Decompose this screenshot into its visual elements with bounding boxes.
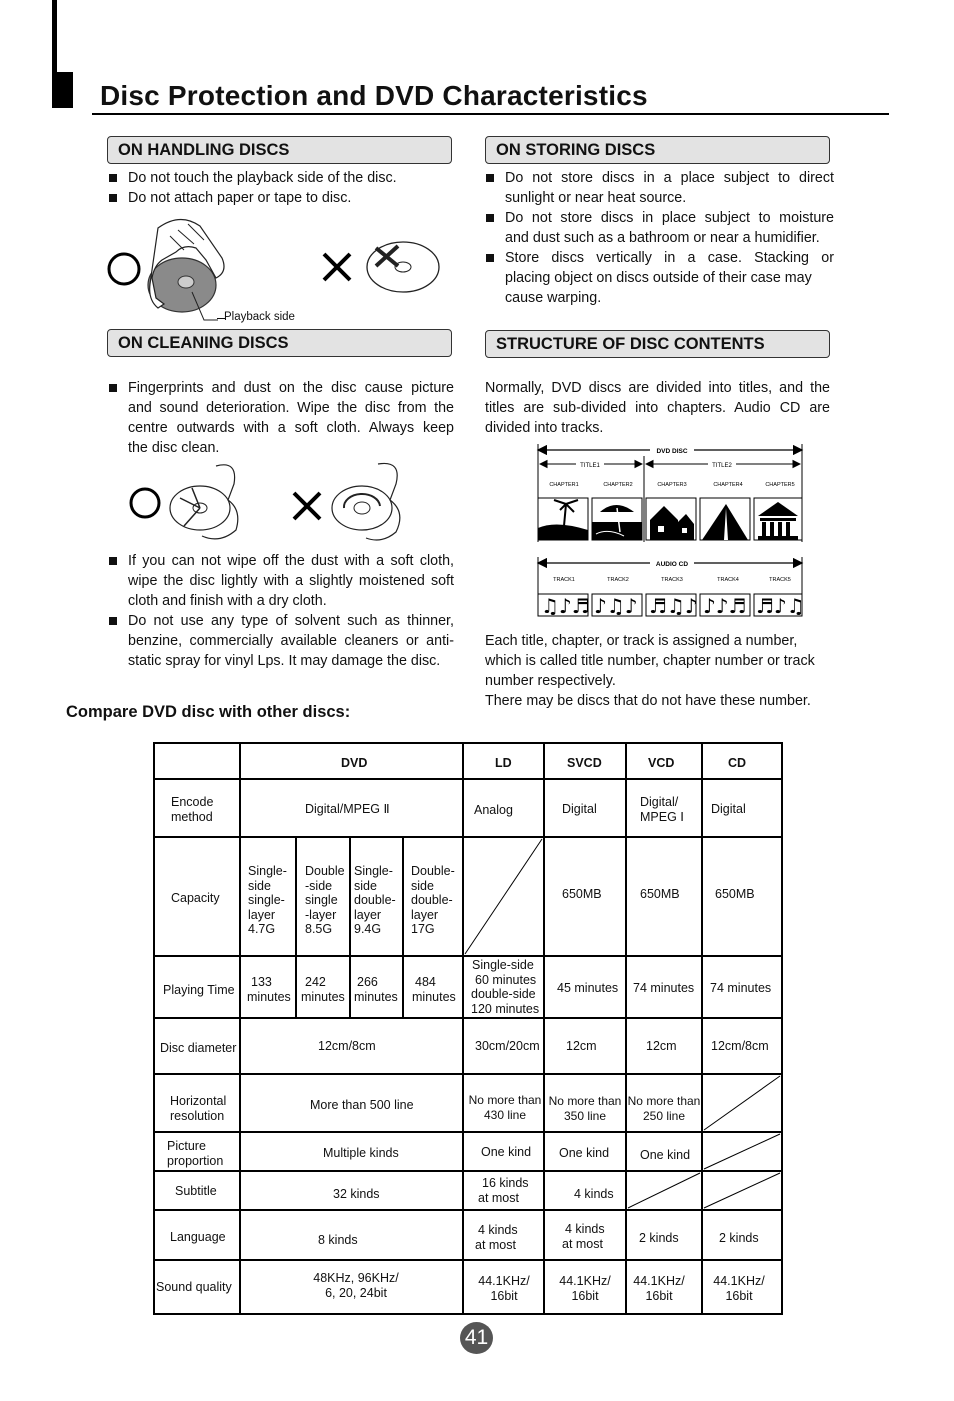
dvd-disc-label: DVD DISC [656,448,688,455]
cell-line: minutes [247,989,291,1004]
bullet-line: Fingerprints and dust on the disc cause picture [128,380,454,396]
resolution-ld [467,1093,543,1122]
cell-line: layer [411,907,439,922]
structure-heading: STRUCTURE OF DISC CONTENTS [485,330,830,358]
cell-line: Single- [354,864,393,878]
column-header-dvd: DVD [341,756,368,770]
title-label: TITLE2 [712,463,732,469]
note-line: There may be discs that do not have these number. [485,693,811,709]
note-line: Each title, chapter, or track is assigned a number, [485,633,798,649]
bullet-line: and sound deterioration. Wipe the disc from the [128,400,454,416]
cell-line: No more than [468,1093,542,1107]
cell-line: 16bit [571,1288,599,1303]
proportion-svcd: One kind [559,1146,610,1160]
handling-heading: ON HANDLING DISCS [107,136,452,164]
row-label-disc-diameter: Disc diameter [160,1041,237,1055]
chapter-label: CHAPTER1 [549,482,579,488]
audio-cd-label: AUDIO CD [655,561,689,568]
cell-line: at most [562,1236,603,1251]
sound-cd [709,1274,769,1303]
language-vcd: 2 kinds [639,1231,679,1245]
cell-line: 6, 20, 24bit [325,1285,387,1300]
playing-dvd-1 [247,975,291,1004]
column-header-svcd: SVCD [567,756,602,770]
page-title: Disc Protection and DVD Characteristics [100,80,648,111]
subtitle-ld [478,1176,529,1205]
cell-line: double- [411,893,453,907]
music-notes-icon: ♪♪♬ [703,594,747,618]
cell-line: side [411,878,434,893]
capacity-dvd-3 [354,864,396,937]
capacity-dvd-1 [248,864,287,937]
cell-line: minutes [412,989,456,1004]
cell-line: 4.7G [248,922,276,936]
chapter-label: CHAPTER4 [713,482,743,488]
intro-line: Normally, DVD discs are divided into titles, and the [485,380,830,396]
cell-line: No more than [548,1094,622,1108]
label-line: Horizontal [170,1094,227,1108]
cell-line: 44.1KHz/ [713,1274,765,1288]
cell-line: 133 [251,975,272,989]
cell-line: layer [248,907,276,922]
bullet-line: the disc clean. [128,440,220,456]
note-line: number respectively. [485,673,616,689]
cell-line: at most [478,1190,519,1205]
cell-line: MPEG Ⅰ [640,809,684,824]
sound-vcd [629,1274,689,1303]
bullet-text: Do not attach paper or tape to disc. [128,190,352,206]
cell-line: 44.1KHz/ [559,1274,611,1288]
cell-line: 16bit [490,1288,518,1303]
label-line: proportion [167,1153,224,1168]
cell-line: Digital/ [640,795,679,809]
cell-line: layer [354,907,382,922]
cell-line: Double- [411,864,455,878]
playing-ld [471,958,539,1016]
language-ld [475,1223,518,1252]
bullet-line: sunlight or near heat source. [505,190,687,206]
cell-line: double-side [471,987,536,1001]
page-number: 41 [460,1322,493,1354]
proportion-vcd: One kind [640,1148,691,1162]
cell-line: double- [354,893,396,907]
diameter-vcd: 12cm [646,1039,677,1053]
playing-dvd-4 [412,975,456,1004]
row-label-capacity: Capacity [171,891,220,905]
cell-line: 484 [415,975,436,989]
cell-line: 4 kinds [565,1222,605,1236]
cell-line: side [354,878,377,893]
encode-svcd: Digital [562,802,597,816]
diameter-svcd: 12cm [566,1039,597,1053]
cell-line: 17G [411,922,435,936]
playing-vcd: 74 minutes [633,981,695,995]
language-dvd: 8 kinds [318,1233,358,1247]
capacity-dvd-4 [411,864,455,937]
row-label-proportion [167,1139,223,1168]
cell-line: 4 kinds [478,1223,518,1237]
note-line: which is called title number, chapter number or track [485,653,815,669]
bullet-line: cause warping. [505,290,602,306]
cell-line: minutes [354,989,398,1004]
chapter-label: CHAPTER5 [765,482,795,488]
cell-line: 16bit [725,1288,753,1303]
bullet-line: cloth and finish with a dry cloth. [128,593,327,609]
cell-line: 250 line [642,1108,686,1123]
cell-line: side [248,878,271,893]
subtitle-dvd: 32 kinds [333,1187,380,1201]
capacity-dvd-2 [305,864,345,937]
chapter-label: CHAPTER3 [657,482,687,488]
cell-line: -side [305,878,333,893]
playing-cd: 74 minutes [710,981,772,995]
cell-line: -layer [305,907,337,922]
cell-line: No more than [627,1094,701,1108]
intro-line: titles are sub-divided into chapters. Audio CD are [485,400,830,416]
diameter-ld: 30cm/20cm [475,1039,540,1053]
cell-line: at most [475,1237,516,1252]
title-label: TITLE1 [580,463,600,469]
track-label: TRACK3 [661,577,683,583]
row-label-resolution [170,1094,226,1123]
row-label-playing-time: Playing Time [163,983,235,997]
cell-line: single [305,893,338,907]
bullet-line: placing object on discs outside of their case may [505,270,812,286]
proportion-dvd: Multiple kinds [323,1146,399,1160]
diameter-cd: 12cm/8cm [711,1039,769,1053]
cell-line: 48KHz, 96KHz/ [313,1271,399,1285]
cell-line: 266 [357,975,378,989]
proportion-ld: One kind [481,1145,532,1159]
subtitle-svcd: 4 kinds [574,1187,614,1201]
row-label-language: Language [170,1230,226,1244]
cell-line: 16 kinds [482,1176,529,1190]
column-header-cd: CD [728,756,747,770]
cell-line: 430 line [483,1107,527,1122]
music-notes-icon: ♪♫♪ [594,594,638,618]
bullet-line: centre outwards with a soft cloth. Always keep [128,420,454,436]
resolution-vcd [627,1094,701,1123]
bullet-line: benzine, commercially available cleaners or anti- [128,633,454,649]
capacity-vcd: 650MB [640,887,680,901]
bullet-line: and dust such as a bathroom or near a humidifier. [505,230,820,246]
resolution-svcd [547,1094,623,1123]
bullet-line: If you can not wipe off the dust with a soft cloth, [128,553,454,569]
cell-line: single- [248,893,285,907]
cell-line: 44.1KHz/ [478,1274,530,1288]
bullet-line: Store discs vertically in a case. Stacking or [505,250,834,266]
sound-dvd [312,1271,400,1300]
bullet-line: Do not store discs in a place subject to direct [505,170,834,186]
row-label-sound-quality: Sound quality [156,1280,232,1294]
storing-heading: ON STORING DISCS [485,136,830,164]
diameter-dvd: 12cm/8cm [318,1039,376,1053]
playing-dvd-3 [354,975,398,1004]
playback-side-label: Playback side [224,311,295,323]
bullet-line: Do not store discs in place subject to moisture [505,210,834,226]
bullet-line: wipe the disc lightly with a slightly moistened soft [128,573,454,589]
label-line: Encode [171,795,214,809]
music-notes-icon: ♫♪♬ [541,594,590,618]
encode-cd: Digital [711,802,746,816]
track-label: TRACK5 [769,577,791,583]
cleaning-heading: ON CLEANING DISCS [107,329,452,357]
encode-ld: Analog [474,803,513,817]
bullet-line: Do not use any type of solvent such as thinner, [128,613,454,629]
track-label: TRACK1 [553,577,575,583]
column-header-vcd: VCD [648,756,675,770]
label-line: method [171,809,213,824]
sound-ld [474,1274,534,1303]
capacity-cd: 650MB [715,887,755,901]
label-line: resolution [170,1108,225,1123]
language-svcd [562,1222,605,1251]
cell-line: 242 [305,975,326,989]
cell-line: Single-side [472,958,534,972]
row-label-subtitle: Subtitle [175,1184,217,1198]
cell-line: minutes [301,989,345,1004]
compare-heading: Compare DVD disc with other discs: [66,703,351,721]
music-notes-icon: ♬♫♪ [649,594,698,618]
cell-line: 120 minutes [471,1001,540,1016]
cell-line: 350 line [563,1108,607,1123]
track-label: TRACK2 [607,577,629,583]
cell-line: 60 minutes [475,972,537,987]
intro-line: divided into tracks. [485,420,604,436]
cell-line: 8.5G [305,922,333,936]
bullet-text: Do not touch the playback side of the disc. [128,170,397,186]
bullet-line: static spray for vinyl Lps. It may damage the disc. [128,653,441,669]
capacity-svcd: 650MB [562,887,602,901]
language-cd: 2 kinds [719,1231,759,1245]
column-header-ld: LD [495,756,512,770]
chapter-label: CHAPTER2 [603,482,633,488]
encode-dvd: Digital/MPEG Ⅱ [305,802,390,816]
encode-vcd [640,795,684,824]
sound-svcd [555,1274,615,1303]
cell-line: Single- [248,864,287,878]
playing-dvd-2 [301,975,345,1004]
track-label: TRACK4 [717,577,739,583]
cell-line: 16bit [645,1288,673,1303]
cell-line: Double [305,864,345,878]
music-notes-icon: ♬♪♫ [756,594,805,618]
cell-line: 9.4G [354,922,382,936]
label-line: Picture [167,1139,206,1153]
playing-svcd: 45 minutes [557,981,619,995]
row-label-encode [171,795,213,824]
resolution-dvd: More than 500 line [310,1098,414,1112]
cell-line: 44.1KHz/ [633,1274,685,1288]
